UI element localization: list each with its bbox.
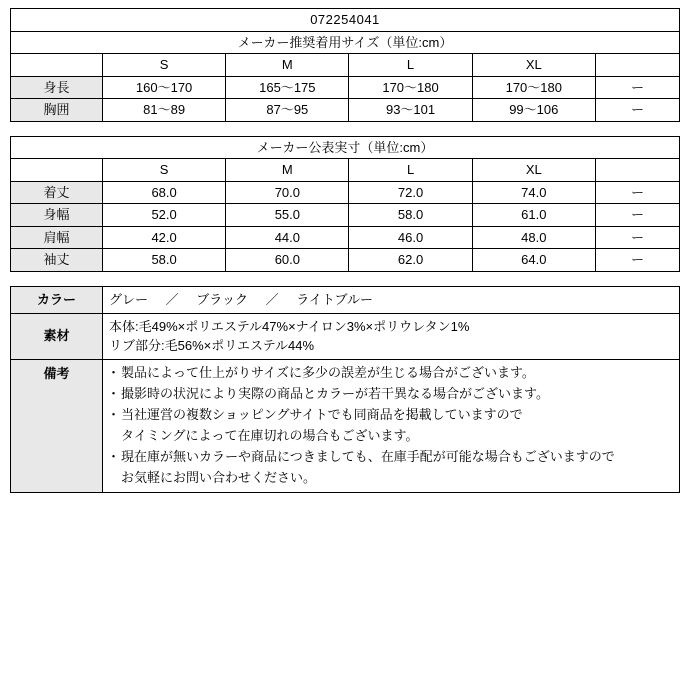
cell-width-l: 58.0 <box>349 204 472 227</box>
cell-length-extra: ー <box>595 181 679 204</box>
table-row <box>11 181 680 204</box>
header-size-s: S <box>103 54 226 77</box>
list-item: タイミングによって在庫切れの場合もございます。 <box>121 427 419 443</box>
cell-height-m: 165〜175 <box>226 76 349 99</box>
cell-width-extra: ー <box>595 204 679 227</box>
document-code-row <box>11 9 680 32</box>
table-row <box>11 204 680 227</box>
notes-label: 備考 <box>11 359 103 493</box>
cell-shoulder-m: 44.0 <box>226 226 349 249</box>
color-label: カラー <box>11 287 103 314</box>
material-label: 素材 <box>11 313 103 359</box>
header-size-xl: XL <box>472 54 595 77</box>
recommended-size-header-row <box>11 54 680 77</box>
color-option-1: グレー <box>109 292 149 308</box>
cell-chest-extra: ー <box>595 99 679 122</box>
table-row <box>11 99 680 122</box>
actual-size-title: メーカー公表実寸（単位:cm） <box>11 136 680 159</box>
cell-chest-s: 81〜89 <box>103 99 226 122</box>
list-item: ・ 当社運営の複数ショッピングサイトでも同商品を掲載していますので <box>109 405 673 425</box>
table-row <box>11 226 680 249</box>
row-label-height: 身長 <box>11 76 103 99</box>
color-option-2: ブラック <box>196 292 249 308</box>
material-values <box>103 313 680 359</box>
header-size-xl: XL <box>472 159 595 182</box>
cell-sleeve-m: 60.0 <box>226 249 349 272</box>
header-size-s: S <box>103 159 226 182</box>
color-option-3: ライトブルー <box>296 292 373 308</box>
cell-chest-l: 93〜101 <box>349 99 472 122</box>
table-row <box>11 76 680 99</box>
cell-length-m: 70.0 <box>226 181 349 204</box>
header-size-l: L <box>349 54 472 77</box>
table-row <box>11 249 680 272</box>
material-line-rib: リブ部分:毛56%×ポリエステル44% <box>109 338 315 354</box>
actual-size-table <box>10 136 680 272</box>
header-size-l: L <box>349 159 472 182</box>
list-item: ・ 現在庫が無いカラーや商品につきましても、在庫手配が可能な場合もございますので <box>109 447 673 467</box>
cell-height-l: 170〜180 <box>349 76 472 99</box>
header-corner-cell <box>11 54 103 77</box>
color-row <box>11 287 680 314</box>
cell-width-xl: 61.0 <box>472 204 595 227</box>
cell-length-l: 72.0 <box>349 181 472 204</box>
row-label-length: 着丈 <box>11 181 103 204</box>
cell-shoulder-l: 46.0 <box>349 226 472 249</box>
list-item: ・ 撮影時の状況により実際の商品とカラーが若干異なる場合がございます。 <box>109 384 673 404</box>
cell-shoulder-s: 42.0 <box>103 226 226 249</box>
notes-row <box>11 359 680 493</box>
cell-width-m: 55.0 <box>226 204 349 227</box>
header-size-extra <box>595 159 679 182</box>
cell-height-extra: ー <box>595 76 679 99</box>
material-line-body: 本体:毛49%×ポリエステル47%×ナイロン3%×ポリウレタン1% <box>109 318 470 334</box>
list-item: ・ 製品によって仕上がりサイズに多少の誤差が生じる場合がございます。 <box>109 363 673 383</box>
cell-sleeve-xl: 64.0 <box>472 249 595 272</box>
product-info-table <box>10 286 680 493</box>
cell-width-s: 52.0 <box>103 204 226 227</box>
header-size-m: M <box>226 54 349 77</box>
actual-size-title-row <box>11 136 680 159</box>
notes-list <box>109 363 673 489</box>
cell-chest-xl: 99〜106 <box>472 99 595 122</box>
color-separator-2: ／ <box>265 292 279 308</box>
recommended-size-title-row <box>11 31 680 54</box>
recommended-size-table <box>10 8 680 122</box>
color-values <box>103 287 680 314</box>
cell-length-xl: 74.0 <box>472 181 595 204</box>
header-corner-cell <box>11 159 103 182</box>
row-label-chest: 胸囲 <box>11 99 103 122</box>
row-label-sleeve: 袖丈 <box>11 249 103 272</box>
row-label-width: 身幅 <box>11 204 103 227</box>
document-code: 072254041 <box>11 9 680 32</box>
cell-height-xl: 170〜180 <box>472 76 595 99</box>
header-size-extra <box>595 54 679 77</box>
cell-shoulder-extra: ー <box>595 226 679 249</box>
list-item: お気軽にお問い合わせください。 <box>121 470 317 486</box>
cell-sleeve-l: 62.0 <box>349 249 472 272</box>
cell-chest-m: 87〜95 <box>226 99 349 122</box>
cell-sleeve-s: 58.0 <box>103 249 226 272</box>
recommended-size-title: メーカー推奨着用サイズ（単位:cm） <box>11 31 680 54</box>
color-separator-1: ／ <box>165 292 179 308</box>
cell-shoulder-xl: 48.0 <box>472 226 595 249</box>
header-size-m: M <box>226 159 349 182</box>
material-row <box>11 313 680 359</box>
cell-height-s: 160〜170 <box>103 76 226 99</box>
actual-size-header-row <box>11 159 680 182</box>
notes-values <box>103 359 680 493</box>
cell-sleeve-extra: ー <box>595 249 679 272</box>
row-label-shoulder: 肩幅 <box>11 226 103 249</box>
cell-length-s: 68.0 <box>103 181 226 204</box>
